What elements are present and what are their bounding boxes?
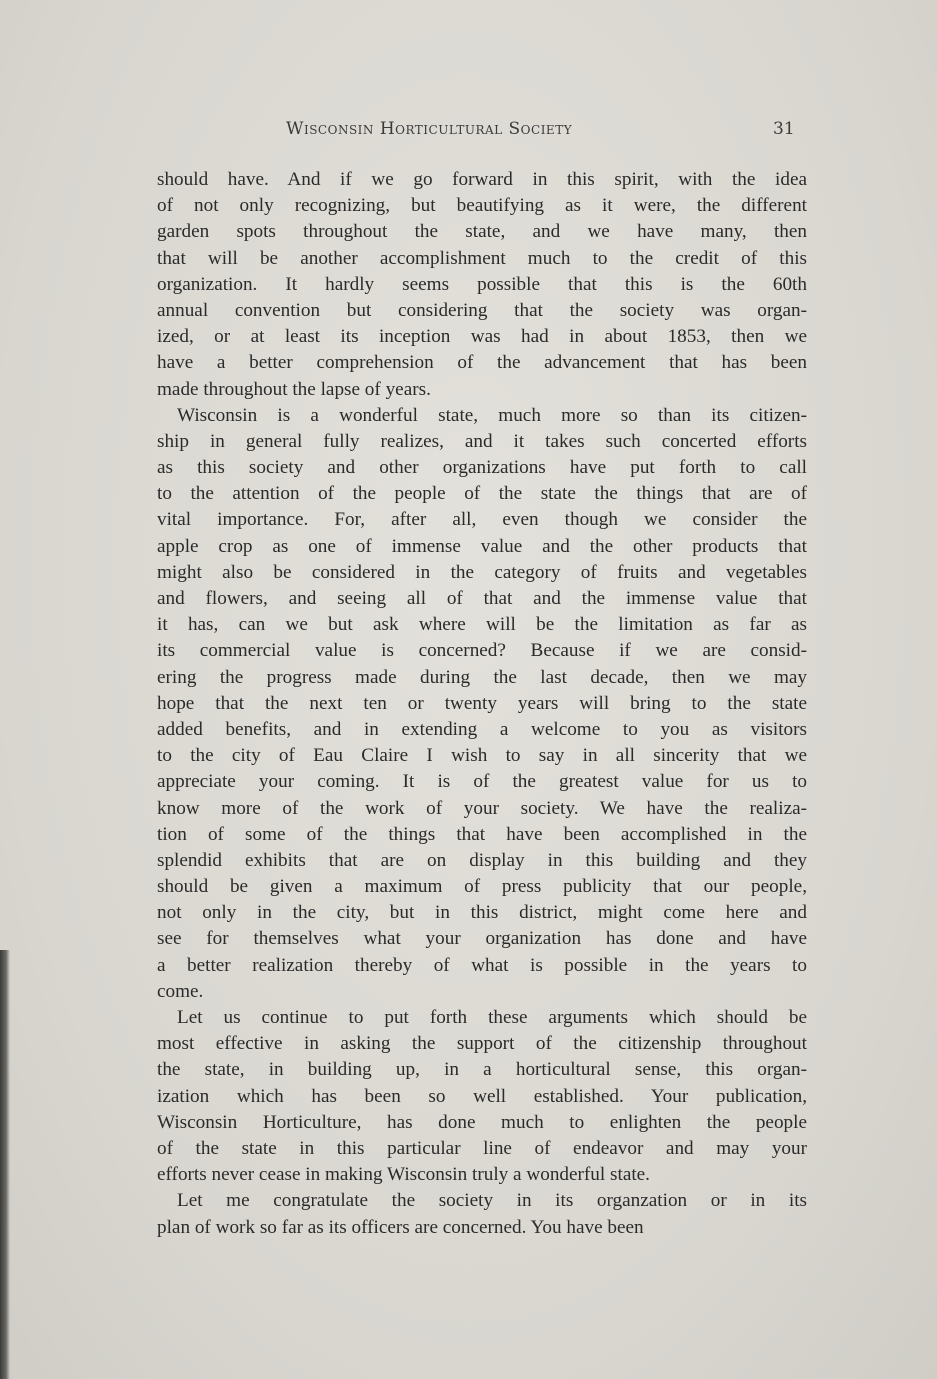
text-line: as this society and other organizations have put forth to call bbox=[157, 457, 807, 479]
text-line: garden spots throughout the state, and we have many, then bbox=[157, 221, 807, 243]
text-line: should be given a maximum of press publicity that our people, bbox=[157, 876, 807, 898]
running-title: Wisconsin Horticultural Society bbox=[286, 119, 573, 139]
text-line: organization. It hardly seems possible that this is the 60th bbox=[157, 273, 807, 295]
paragraph bbox=[157, 1188, 807, 1240]
text-line: efforts never cease in making Wisconsin truly a wonderful state. bbox=[157, 1164, 650, 1186]
text-line: of the state in this particular line of endeavor and may your bbox=[157, 1137, 807, 1159]
text-line: of not only recognizing, but beautifying as it were, the different bbox=[157, 195, 807, 217]
text-line: see for themselves what your organization has done and have bbox=[157, 928, 807, 950]
paragraph bbox=[157, 1005, 807, 1188]
text-line: Let me congratulate the society in its organzation or in its bbox=[177, 1190, 807, 1212]
text-line: made throughout the lapse of years. bbox=[157, 378, 431, 400]
text-line: ization which has been so well established. Your publication, bbox=[157, 1085, 807, 1107]
book-spine-shadow bbox=[0, 950, 10, 1379]
text-line: Wisconsin Horticulture, has done much to enlighten the people bbox=[157, 1111, 807, 1133]
text-line: not only in the city, but in this district, might come here and bbox=[157, 902, 807, 924]
text-line: have a better comprehension of the advancement that has been bbox=[157, 352, 807, 374]
text-line: vital importance. For, after all, even though we consider the bbox=[157, 509, 807, 531]
text-line: might also be considered in the category of fruits and vegetables bbox=[157, 561, 807, 583]
page-number: 31 bbox=[773, 119, 795, 139]
text-line: annual convention but considering that the society was organ- bbox=[157, 299, 807, 321]
text-line: apple crop as one of immense value and the other products that bbox=[157, 535, 807, 557]
page-header bbox=[0, 119, 937, 143]
paragraph bbox=[157, 403, 807, 1005]
text-line: appreciate your coming. It is of the greatest value for us to bbox=[157, 771, 807, 793]
text-line: ship in general fully realizes, and it takes such concerted efforts bbox=[157, 430, 807, 452]
text-line: its commercial value is concerned? Because if we are consid- bbox=[157, 640, 807, 662]
text-line: to the city of Eau Claire I wish to say in all sincerity that we bbox=[157, 745, 807, 767]
text-line: Wisconsin is a wonderful state, much more so than its citizen- bbox=[177, 404, 807, 426]
text-line: should have. And if we go forward in this spirit, with the idea bbox=[157, 169, 807, 190]
text-line: splendid exhibits that are on display in this building and they bbox=[157, 849, 807, 871]
text-line: ized, or at least its inception was had in about 1853, then we bbox=[157, 326, 807, 348]
text-line: ering the progress made during the last decade, then we may bbox=[157, 666, 807, 688]
text-line: hope that the next ten or twenty years will bring to the state bbox=[157, 692, 807, 714]
text-line: most effective in asking the support of the citizenship throughout bbox=[157, 1033, 807, 1055]
text-line: know more of the work of your society. We have the realiza- bbox=[157, 797, 807, 819]
text-line: it has, can we but ask where will be the limitation as far as bbox=[157, 614, 807, 636]
text-line: a better realization thereby of what is possible in the years to bbox=[157, 954, 807, 976]
text-line: that will be another accomplishment much to the credit of this bbox=[157, 247, 807, 269]
text-line: plan of work so far as its officers are concerned. You have been bbox=[157, 1216, 644, 1238]
paragraph bbox=[157, 167, 807, 403]
text-line: the state, in building up, in a horticultural sense, this organ- bbox=[157, 1059, 807, 1081]
body-text bbox=[157, 167, 807, 1241]
text-line: and flowers, and seeing all of that and the immense value that bbox=[157, 588, 807, 609]
text-line: come. bbox=[157, 980, 204, 1002]
text-line: added benefits, and in extending a welcome to you as visitors bbox=[157, 718, 807, 740]
text-line: tion of some of the things that have been accomplished in the bbox=[157, 823, 807, 845]
text-line: to the attention of the people of the state the things that are of bbox=[157, 483, 807, 505]
text-line: Let us continue to put forth these arguments which should be bbox=[177, 1007, 807, 1028]
